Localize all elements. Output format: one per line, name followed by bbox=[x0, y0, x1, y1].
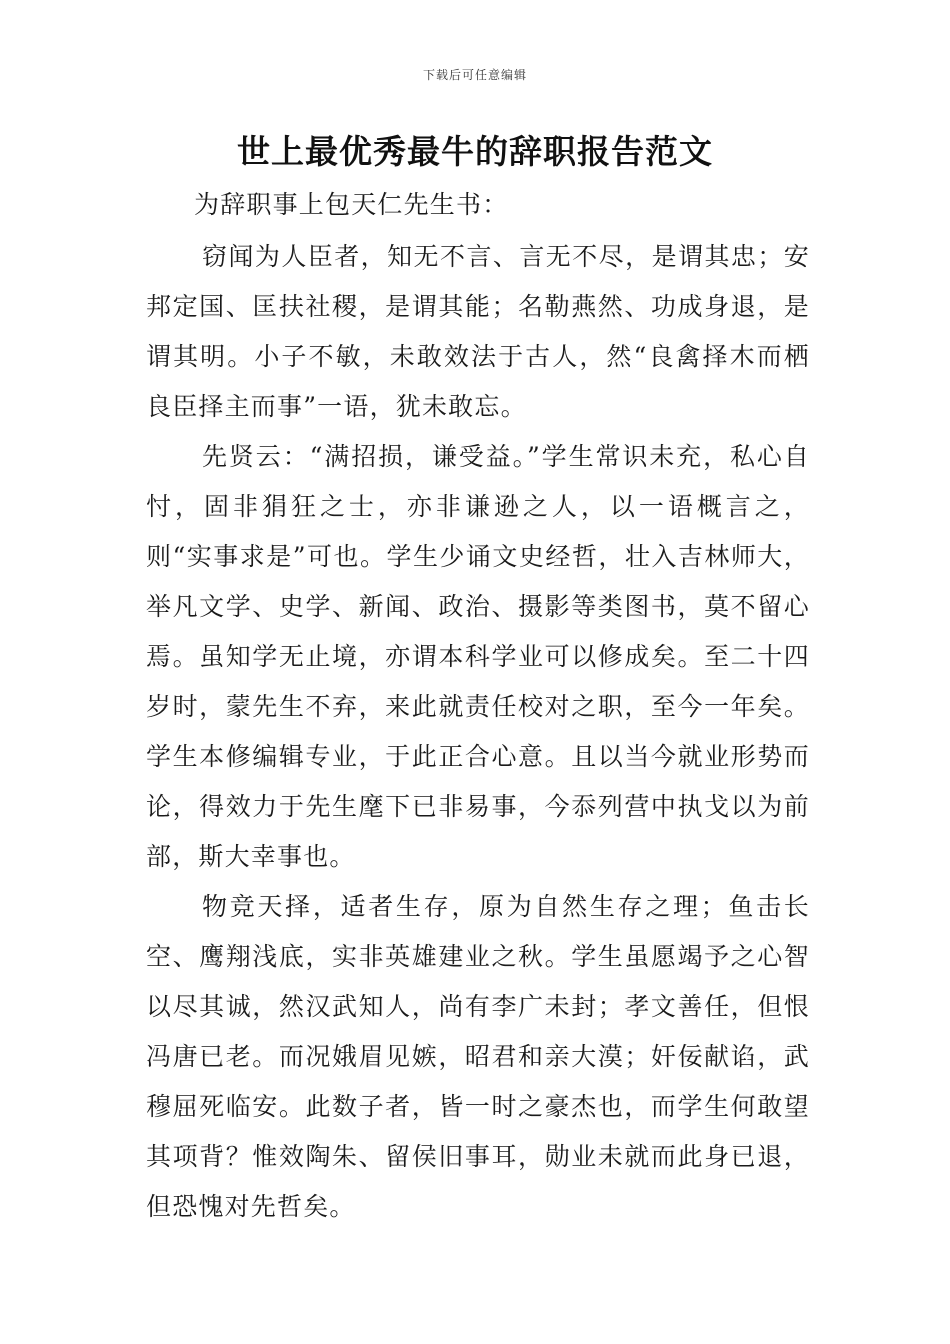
paragraph-1: 窃闻为人臣者，知无不言、言无不尽，是谓其忠；安邦定国、匡扶社稷，是谓其能；名勒燕然、功成身退，是谓其明。小子不敏，未敢效法于古人，然“良禽择木而栖良臣择主而事”一语，犹未敢忘。 bbox=[146, 242, 810, 421]
paragraph-2: 先贤云：“满招损，谦受益。”学生常识未充，私心自忖，固非狷狂之士，亦非谦逊之人，以一语概言之，则“实事求是”可也。学生少诵文史经哲，壮入吉林师大，举凡文学、史学、新闻、政治、摄影等类图书，莫不留心焉。虽知学无止境，亦谓本科学业可以修成矣。至二十四岁时，蒙先生不弃，来此就责任校对之职，至今一年矣。学生本修编辑专业，于此正合心意。且以当今就业形势而论，得效力于先生麾下已非易事，今忝列营中执戈以为前部，斯大幸事也。 bbox=[146, 442, 810, 871]
document-title: 世上最优秀最牛的辞职报告范文 bbox=[237, 132, 713, 171]
salutation: 为辞职事上包天仁先生书： bbox=[194, 190, 509, 219]
document-body bbox=[146, 180, 810, 1232]
header-note: 下载后可任意编辑 bbox=[422, 68, 527, 82]
paragraph-3: 物竞天择，适者生存，原为自然生存之理；鱼击长空、鹰翔浅底，实非英雄建业之秋。学生虽愿竭予之心智以尽其诚，然汉武知人，尚有李广未封；孝文善任，但恨冯唐已老。而况娥眉见嫉，昭君和亲大漠；奸佞献谄，武穆屈死临安。此数子者，皆一时之豪杰也，而学生何敢望其项背？惟效陶朱、留侯旧事耳，勋业未就而此身已退，但恐愧对先哲矣。 bbox=[146, 892, 810, 1221]
